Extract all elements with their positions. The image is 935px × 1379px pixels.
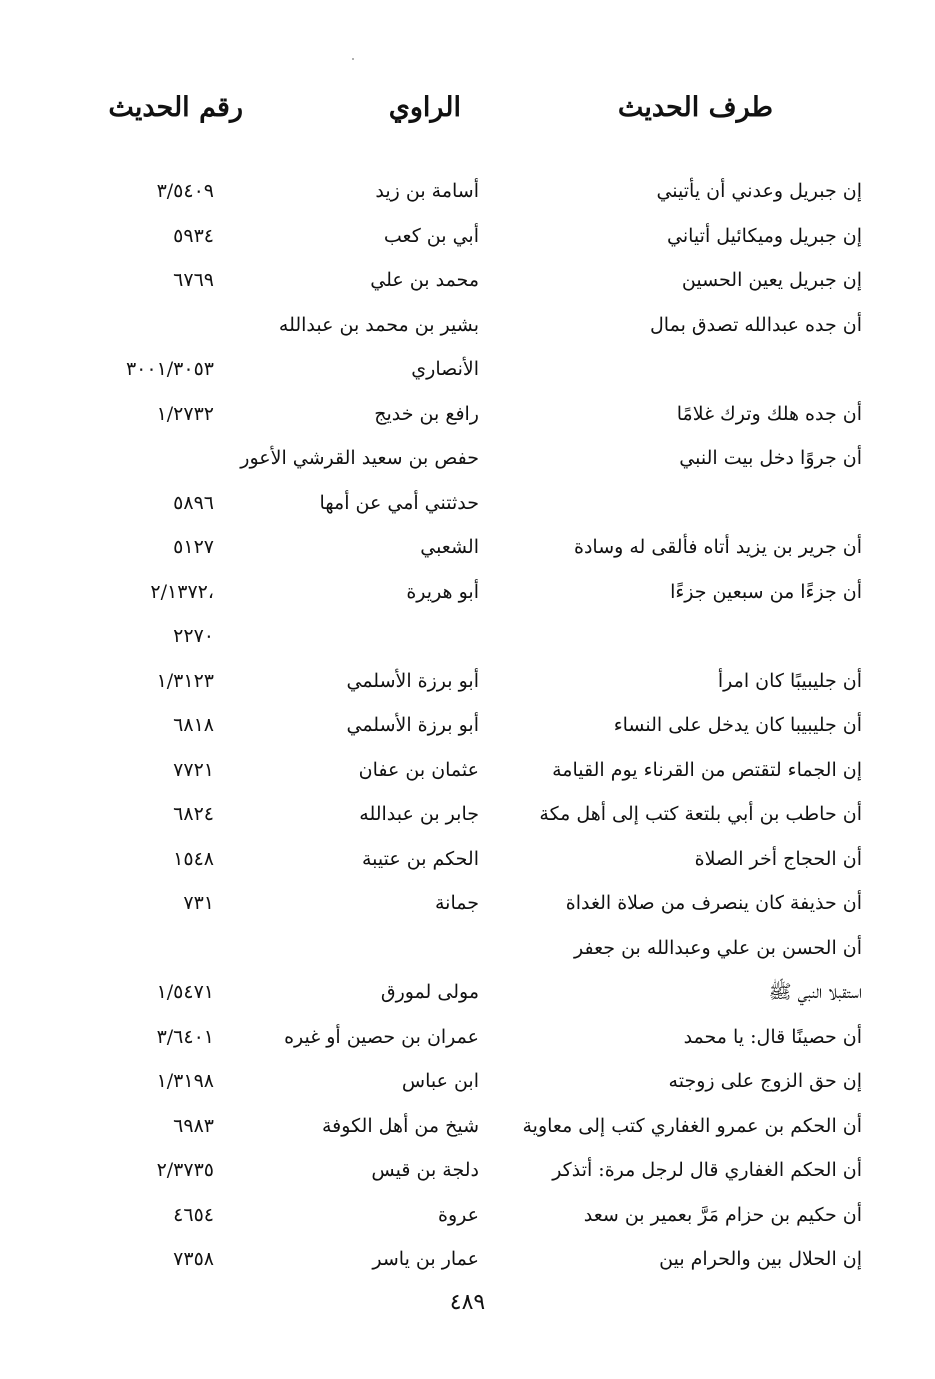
table-row (0, 482, 935, 527)
table-row (0, 1238, 935, 1283)
narrator-cell: جابر بن عبدالله (359, 803, 479, 825)
narrator-cell: بشير بن محمد بن عبدالله (278, 313, 479, 336)
table-row (0, 749, 935, 794)
hadith-number-cell: ٣/٦٤٠١ (156, 1025, 214, 1048)
hadith-beginning-cell: إن جبريل يعين الحسين (681, 269, 862, 291)
narrator-cell: دلجة بن قيس (371, 1159, 479, 1181)
narrator-cell: الحكم بن عتيبة (361, 847, 479, 870)
narrator-cell: جمانة (435, 892, 479, 914)
hadith-number-cell: ٤٦٥٤ (173, 1203, 214, 1226)
narrator-cell: شيخ من أهل الكوفة (321, 1114, 479, 1137)
narrator-cell: حفص بن سعيد القرشي الأعور (240, 447, 479, 469)
table-row (0, 1016, 935, 1061)
hadith-number-cell: ٢٢٧٠ (173, 625, 214, 647)
print-mark (352, 58, 354, 60)
hadith-number-cell: ٥١٢٧ (173, 536, 214, 558)
table-row (0, 1149, 935, 1194)
table-row (0, 393, 935, 438)
narrator-cell: الشعبي (420, 536, 479, 558)
hadith-number-cell: ٧٧٢١ (173, 758, 214, 781)
narrator-cell: مولى لمورق (380, 981, 479, 1003)
hadith-number-cell: ١/٣١٢٣ (156, 669, 214, 692)
table-row (0, 927, 935, 972)
narrator-cell: أسامة بن زيد (375, 180, 479, 202)
hadith-beginning-cell: استقبلا النبي ﷺ (768, 981, 862, 1003)
hadith-number-cell: ٧٣١ (183, 892, 214, 914)
narrator-cell: عمار بن ياسر (372, 1248, 479, 1270)
narrator-cell: أبو هريرة (406, 580, 479, 603)
table-row (0, 348, 935, 393)
hadith-beginning-cell: إن جبريل وميكائيل أتياني (667, 224, 862, 247)
narrator-cell: عروة (438, 1203, 479, 1226)
table-row (0, 704, 935, 749)
hadith-number-cell: ١/٢٧٣٢ (156, 402, 214, 425)
header-hadith-number: رقم الحديث (108, 92, 243, 123)
hadith-beginning-cell: أن حذيفة كان ينصرف من صلاة الغداة (565, 892, 862, 914)
hadith-beginning-cell: أن حاطب بن أبي بلتعة كتب إلى أهل مكة (539, 803, 862, 825)
hadith-beginning-cell: إن جبريل وعدني أن يأتيني (656, 180, 862, 202)
hadith-beginning-cell: أن الحكم بن عمرو الغفاري كتب إلى معاوية (522, 1114, 862, 1137)
hadith-beginning-cell: أن حكيم بن حزام مَرَّ بعمير بن سعد (583, 1203, 862, 1226)
hadith-beginning-cell: أن جليبيبا كان يدخل على النساء (613, 714, 862, 736)
narrator-cell: حدثتني أمي عن أمها (319, 491, 479, 514)
table-row (0, 1060, 935, 1105)
table-row (0, 304, 935, 349)
hadith-beginning-cell: إن الجماء لتقتص من القرناء يوم القيامة (552, 758, 862, 781)
table-row (0, 437, 935, 482)
hadith-number-cell: ٦٨١٨ (173, 714, 214, 736)
hadith-number-cell: ٥٨٩٦ (173, 491, 214, 514)
hadith-beginning-cell: أن جرير بن يزيد أتاه فألقى له وسادة (574, 536, 862, 558)
hadith-number-cell: ٦٨٢٤ (173, 803, 214, 825)
table-row (0, 838, 935, 883)
hadith-beginning-cell: أن جليبيبًا كان امرأ (717, 669, 862, 692)
hadith-beginning-cell: أن جده هلك وترك غلامًا (676, 402, 862, 425)
hadith-beginning-cell: إن حق الزوج على زوجته (668, 1070, 862, 1092)
table-row (0, 215, 935, 260)
table-row (0, 571, 935, 616)
narrator-cell: الأنصاري (411, 358, 479, 380)
hadith-number-cell: ٧٣٥٨ (173, 1248, 214, 1270)
table-row (0, 170, 935, 215)
table-row (0, 660, 935, 705)
hadith-beginning-cell: أن الحكم الغفاري قال لرجل مرة: أتذكر (552, 1159, 862, 1181)
hadith-beginning-cell: إن الحلال بين والحرام بين (659, 1248, 862, 1270)
narrator-cell: محمد بن علي (370, 269, 479, 291)
narrator-cell: عثمان بن عفان (358, 758, 479, 781)
table-row (0, 882, 935, 927)
index-table (0, 170, 935, 1283)
hadith-number-cell: ٢/٣٧٣٥ (156, 1159, 214, 1181)
table-row (0, 615, 935, 660)
narrator-cell: أبو برزة الأسلمي (346, 669, 479, 692)
hadith-beginning-cell: أن جده عبدالله تصدق بمال (650, 313, 862, 336)
hadith-beginning-cell: أن جزءًا من سبعين جزءًا (670, 580, 862, 603)
page-number: ٤٨٩ (449, 1290, 486, 1315)
table-row (0, 526, 935, 571)
hadith-beginning-cell: أن حصينًا قال: يا محمد (683, 1025, 862, 1048)
table-row (0, 1194, 935, 1239)
table-row (0, 1105, 935, 1150)
table-row (0, 793, 935, 838)
narrator-cell: أبو برزة الأسلمي (346, 714, 479, 736)
narrator-cell: ابن عباس (401, 1070, 479, 1092)
hadith-number-cell: ٦٧٦٩ (173, 269, 214, 291)
hadith-number-cell: ١/٣١٩٨ (156, 1070, 214, 1092)
hadith-number-cell: ٣/٥٤٠٩ (156, 180, 214, 202)
hadith-number-cell: ١/٥٤٧١ (156, 981, 214, 1003)
hadith-number-cell: ٢/١٣٧٢، (150, 580, 214, 603)
hadith-number-cell: ١٥٤٨ (173, 847, 214, 870)
hadith-beginning-cell: أن الحسن بن علي وعبدالله بن جعفر (574, 936, 862, 959)
header-narrator: الراوي (388, 92, 461, 123)
hadith-number-cell: ٦٩٨٣ (173, 1114, 214, 1137)
table-row (0, 259, 935, 304)
narrator-cell: رافع بن خديج (374, 402, 479, 425)
narrator-cell: عمران بن حصين أو غيره (284, 1025, 479, 1048)
narrator-cell: أبي بن كعب (383, 224, 479, 247)
hadith-beginning-cell: أن الحجاج أخر الصلاة (694, 847, 862, 870)
hadith-number-cell: ٥٩٣٤ (173, 224, 214, 247)
hadith-number-cell: ٣٠٠١/٣٠٥٣ (125, 358, 214, 380)
header-hadith-beginning: طرف الحديث (617, 92, 773, 123)
hadith-beginning-cell: أن جروًا دخل بيت النبي (679, 447, 862, 469)
table-row (0, 971, 935, 1016)
